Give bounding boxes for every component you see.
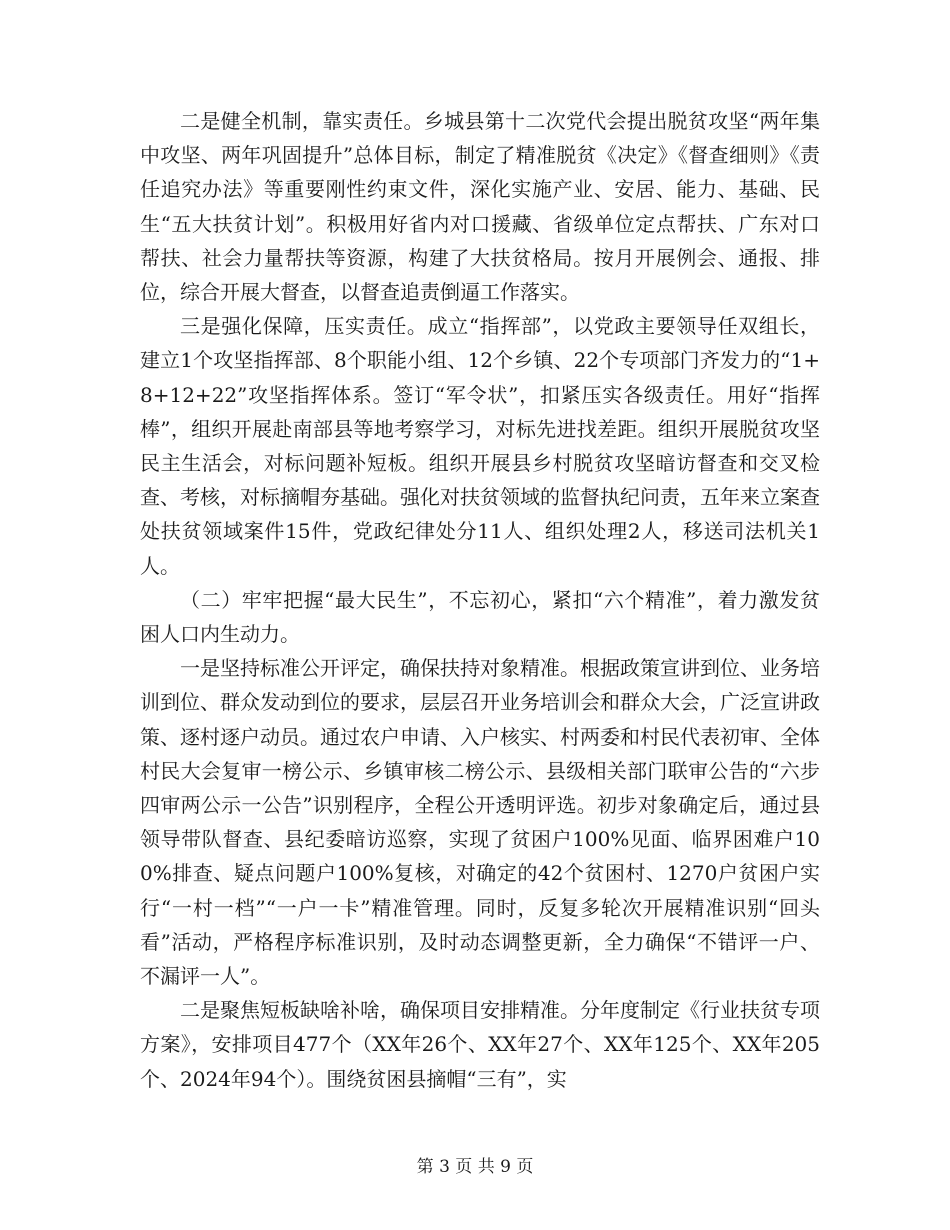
section-heading-livelihood: （二）牢牢把握“最大民生”，不忘初心，紧扣“六个精准”，着力激发贫困人口内生动力。: [140, 587, 820, 647]
page-number-footer: 第 3 页 共 9 页: [416, 1157, 534, 1177]
paragraph-standard-evaluation: 一是坚持标准公开评定，确保扶持对象精准。根据政策宣讲到位、业务培训到位、群众发动到位的要求，层层召开业务培训会和群众大会，广泛宣讲政策、逐村逐户动员。通过农户申请、入户核实、村两委和村民代表初审、全体村民大会复审一榜公示、乡镇审核二榜公示、县级相关部门联审公告的“六步四审两公示一公告”识别程序，全程公开透明评选。初步对象确定后，通过县领导带队督查、县纪委暗访巡察，实现了贫困户100%见面、临界困难户100%排查、疑点问题户100%复核，对确定的42个贫困村、1270户贫困户实行“一村一档”“一户一卡”精准管理。同时，反复多轮次开展精准识别“回头看”活动，严格程序标准识别，及时动态调整更新，全力确保“不错评一户、不漏评一人”。: [140, 656, 820, 989]
paragraph-safeguard: 三是强化保障，压实责任。成立“指挥部”，以党政主要领导任双组长，建立1个攻坚指挥部、8个职能小组、12个乡镇、22个专项部门齐发力的“1+8+12+22”攻坚指挥体系。签订“军令状”，扣紧压实各级责任。用好“指挥棒”，组织开展赴南部县等地考察学习，对标先进找差距。组织开展脱贫攻坚民主生活会，对标问题补短板。组织开展县乡村脱贫攻坚暗访督查和交叉检查、考核，对标摘帽夯基础。强化对扶贫领域的监督执纪问责，五年来立案查处扶贫领域案件15件，党政纪律处分11人、组织处理2人，移送司法机关1人。: [140, 314, 820, 578]
document-body: [140, 104, 820, 1096]
paragraph-mechanism: 二是健全机制，靠实责任。乡城县第十二次党代会提出脱贫攻坚“两年集中攻坚、两年巩固提升”总体目标，制定了精准脱贫《决定》《督查细则》《责任追究办法》等重要刚性约束文件，深化实施产业、安居、能力、基础、民生“五大扶贫计划”。积极用好省内对口援藏、省级单位定点帮扶、广东对口帮扶、社会力量帮扶等资源，构建了大扶贫格局。按月开展例会、通报、排位，综合开展大督查，以督查追责倒逼工作落实。: [140, 109, 820, 305]
paragraph-project-arrangement: 二是聚焦短板缺啥补啥，确保项目安排精准。分年度制定《行业扶贫专项方案》，安排项目477个（XX年26个、XX年27个、XX年125个、XX年205个、2024年94个）。围绕贫困县摘帽“三有”，实: [140, 998, 820, 1091]
